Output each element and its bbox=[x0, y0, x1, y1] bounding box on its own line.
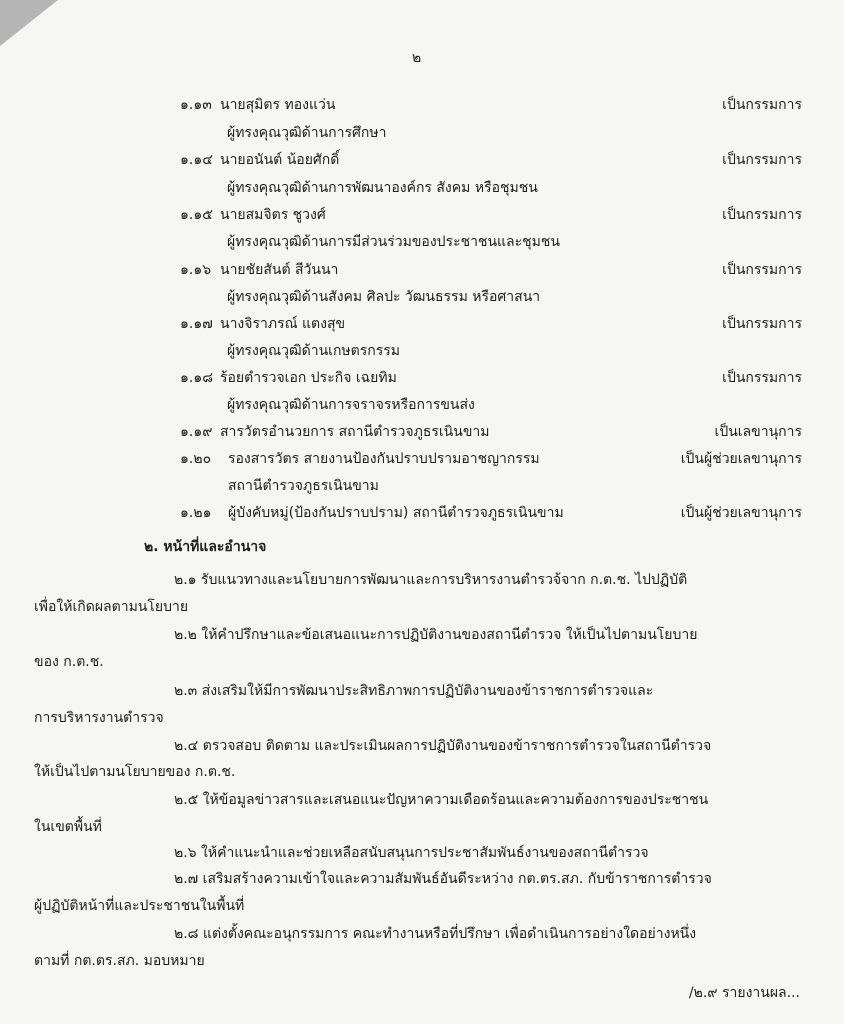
duty-item: ๒.๒ ให้คำปรึกษาและข้อเสนอแนะการปฏิบัติงานของสถานีตำรวจ ให้เป็นไปตามนโยบาย bbox=[174, 627, 698, 643]
duty-item: ๒.๔ ตรวจสอบ ติดตาม และประเมินผลการปฏิบัติงานของข้าราชการตำรวจในสถานีตำรวจ bbox=[174, 738, 712, 754]
member-name: นายสุมิตร ทองแว่น bbox=[220, 97, 336, 113]
member-qualification: ผู้ทรงคุณวุฒิด้านการจราจรหรือการขนส่ง bbox=[227, 397, 475, 413]
page-number: ๒ bbox=[412, 50, 422, 66]
member-number: ๑.๑๖ bbox=[180, 262, 212, 278]
duty-item-continuation: ให้เป็นไปตามนโยบายของ ก.ต.ช. bbox=[34, 764, 236, 780]
member-name: นางจิราภรณ์ แตงสุข bbox=[220, 316, 346, 332]
member-number: ๑.๑๓ bbox=[180, 97, 212, 113]
scan-corner-shadow bbox=[0, 0, 58, 46]
member-role: เป็นกรรมการ bbox=[722, 262, 802, 278]
member-qualification: ผู้ทรงคุณวุฒิด้านการศึกษา bbox=[227, 125, 387, 141]
duty-item-continuation: ในเขตพื้นที่ bbox=[34, 819, 102, 835]
duty-item-continuation: ตามที่ กต.ตร.สภ. มอบหมาย bbox=[34, 953, 205, 969]
member-name: ผู้บังคับหมู่(ป้องกันปราบปราม) สถานีตำรวจภูธรเนินขาม bbox=[228, 505, 564, 521]
duty-item: ๒.๓ ส่งเสริมให้มีการพัฒนาประสิทธิภาพการปฏิบัติงานของข้าราชการตำรวจและ bbox=[174, 683, 654, 699]
member-qualification: สถานีตำรวจภูธรเนินขาม bbox=[228, 478, 379, 494]
member-number: ๑.๒๐ bbox=[180, 451, 212, 467]
member-name: รองสารวัตร สายงานป้องกันปราบปรามอาชญากรรม bbox=[228, 451, 540, 467]
duty-item-continuation: เพื่อให้เกิดผลตามนโยบาย bbox=[34, 599, 189, 615]
member-role: เป็นเลขานุการ bbox=[714, 424, 802, 440]
member-number: ๑.๒๑ bbox=[180, 505, 212, 521]
member-number: ๑.๑๔ bbox=[180, 152, 213, 168]
duty-item-continuation: การบริหารงานตำรวจ bbox=[34, 710, 164, 726]
duty-item: ๒.๘ แต่งตั้งคณะอนุกรรมการ คณะทำงานหรือที่ปรึกษา เพื่อดำเนินการอย่างใดอย่างหนึ่ง bbox=[174, 926, 697, 942]
member-qualification: ผู้ทรงคุณวุฒิด้านเกษตรกรรม bbox=[227, 343, 401, 359]
member-role: เป็นผู้ช่วยเลขานุการ bbox=[680, 451, 802, 467]
member-role: เป็นกรรมการ bbox=[722, 152, 802, 168]
continuation-note: /๒.๙ รายงานผล... bbox=[688, 985, 800, 1001]
duty-item: ๒.๖ ให้คำแนะนำและช่วยเหลือสนับสนุนการประชาสัมพันธ์งานของสถานีตำรวจ bbox=[174, 845, 649, 861]
member-number: ๑.๑๕ bbox=[180, 207, 213, 223]
duty-item-continuation: ของ ก.ต.ช. bbox=[34, 654, 104, 670]
duty-item: ๒.๑ รับแนวทางและนโยบายการพัฒนาและการบริหารงานตำรวจ้จาก ก.ต.ช. ไปปฏิบัติ bbox=[174, 572, 688, 588]
member-role: เป็นกรรมการ bbox=[722, 370, 802, 386]
member-role: เป็นกรรมการ bbox=[722, 97, 802, 113]
member-name: ร้อยตำรวจเอก ประกิจ เฉยทิม bbox=[220, 370, 397, 386]
member-number: ๑.๑๘ bbox=[180, 370, 214, 386]
member-name: สารวัตรอำนวยการ สถานีตำรวจภูธรเนินขาม bbox=[220, 424, 490, 440]
member-role: เป็นกรรมการ bbox=[722, 316, 802, 332]
duty-item: ๒.๗ เสริมสร้างความเข้าใจและความสัมพันธ์อันดีระหว่าง กต.ตร.สภ. กับข้าราชการตำรวจ bbox=[174, 871, 712, 887]
member-name: นายอนันต์ น้อยศักดิ์ bbox=[220, 152, 340, 168]
member-number: ๑.๑๙ bbox=[180, 424, 213, 440]
member-name: นายสมจิตร ชูวงศ์ bbox=[220, 207, 326, 223]
member-role: เป็นกรรมการ bbox=[722, 207, 802, 223]
member-name: นายชัยสันต์ สีวันนา bbox=[220, 262, 339, 278]
member-qualification: ผู้ทรงคุณวุฒิด้านการพัฒนาองค์กร สังคม หรือชุมชน bbox=[227, 180, 538, 196]
section-title: ๒. หน้าที่และอำนาจ bbox=[144, 539, 267, 555]
duty-item-continuation: ผู้ปฏิบัติหน้าที่และประชาชนในพื้นที่ bbox=[34, 898, 245, 914]
member-number: ๑.๑๗ bbox=[180, 316, 213, 332]
duty-item: ๒.๕ ให้ข้อมูลข่าวสารและเสนอแนะปัญหาความเดือดร้อนและความต้องการของประชาชน bbox=[174, 792, 709, 808]
member-role: เป็นผู้ช่วยเลขานุการ bbox=[680, 505, 802, 521]
member-qualification: ผู้ทรงคุณวุฒิด้านการมีส่วนร่วมของประชาชนและชุมชน bbox=[227, 234, 560, 250]
member-qualification: ผู้ทรงคุณวุฒิด้านสังคม ศิลปะ วัฒนธรรม หรือศาสนา bbox=[227, 289, 541, 305]
